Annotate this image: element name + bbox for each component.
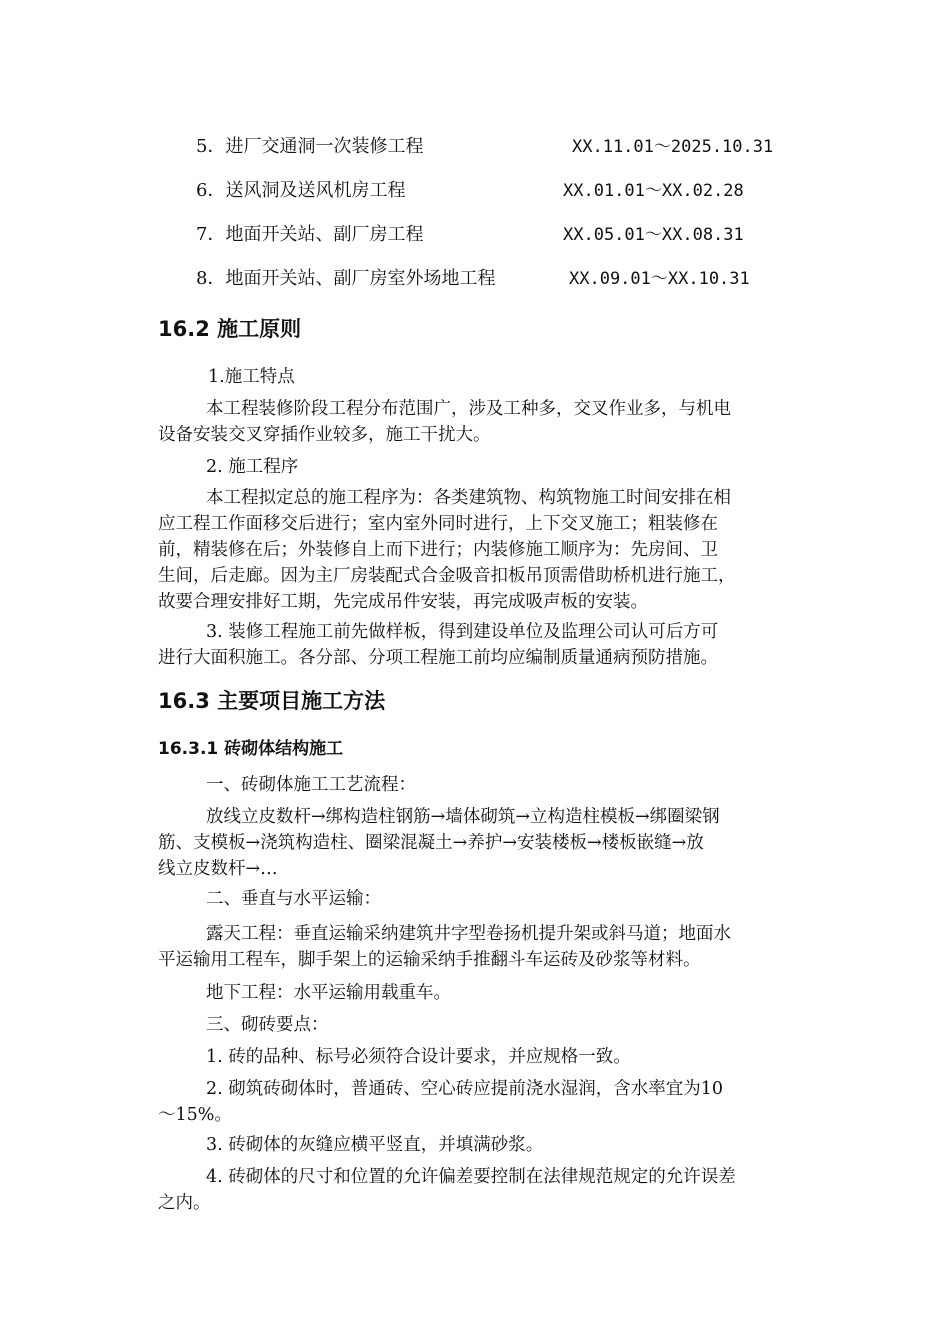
subsection-heading: 16.3.1 砖砌体结构施工 — [158, 739, 344, 759]
schedule-range: XX.11.01～2025.10.31 — [572, 137, 774, 157]
paragraph-title: 一、砖砌体施工工艺流程： — [206, 775, 416, 795]
list-item: 4. 砖砌体的尺寸和位置的允许偏差要控制在法律规范规定的允许误差 之内。 — [158, 1167, 736, 1213]
schedule-range: XX.09.01～XX.10.31 — [569, 269, 750, 289]
paragraph: 本工程拟定总的施工程序为：各类建筑物、构筑物施工时间安排在相 应工程工作面移交后进行；室内室外同时进行，上下交叉施工；粗装修在 前，精装修在后；外装修自上而下进行；内装修施工顺序为：先房间、卫 生间，后走廊。因为主厂房装配式合金吸音扣板吊顶需借助桥机进行施工， 故要合理安排好工期，先完成吊件安装，再完成吸声板的安装。 — [158, 488, 736, 612]
list-item: 2. 砌筑砖砌体时，普通砖、空心砖应提前浇水湿润，含水率宜为10 ～15%。 — [158, 1079, 724, 1125]
list-item: 3. 砖砌体的灰缝应横平竖直，并填满砂浆。 — [206, 1135, 544, 1155]
paragraph: 露天工程：垂直运输采纳建筑井字型卷扬机提升架或斜马道；地面水 平运输用工程车，脚手架上的运输采纳手推翻斗车运砖及砂浆等材料。 — [158, 924, 731, 970]
schedule-label: 5．进厂交通洞一次装修工程 — [196, 136, 424, 157]
paragraph-title: 1.施工特点 — [208, 367, 295, 387]
paragraph-title: 二、垂直与水平运输： — [206, 889, 381, 909]
schedule-label: 7．地面开关站、副厂房工程 — [196, 224, 424, 245]
paragraph: 3. 装修工程施工前先做样板，得到建设单位及监理公司认可后方可 进行大面积施工。各分部、分项工程施工前均应编制质量通病预防措施。 — [158, 622, 719, 668]
paragraph: 放线立皮数杆→绑构造柱钢筋→墙体砌筑→立构造柱模板→绑圈梁钢 筋、支模板→浇筑构造柱、圈梁混凝土→养护→安装楼板→楼板嵌缝→放 线立皮数杆→… — [158, 807, 720, 879]
schedule-row — [0, 132, 950, 162]
schedule-row — [0, 176, 950, 206]
schedule-label: 8．地面开关站、副厂房室外场地工程 — [196, 268, 496, 289]
paragraph: 地下工程：水平运输用载重车。 — [206, 983, 451, 1003]
section-heading: 16.3 主要项目施工方法 — [158, 689, 386, 713]
schedule-row — [0, 264, 950, 294]
paragraph: 本工程装修阶段工程分布范围广，涉及工种多，交叉作业多，与机电 设备安装交叉穿插作业较多，施工干扰大。 — [158, 399, 731, 445]
schedule-label: 6．送风洞及送风机房工程 — [196, 180, 406, 201]
paragraph-title: 三、砌砖要点： — [206, 1015, 329, 1035]
paragraph-title: 2. 施工程序 — [206, 457, 299, 477]
section-heading: 16.2 施工原则 — [158, 317, 302, 341]
list-item: 1. 砖的品种、标号必须符合设计要求，并应规格一致。 — [206, 1047, 631, 1067]
schedule-range: XX.05.01～XX.08.31 — [563, 225, 744, 245]
schedule-range: XX.01.01～XX.02.28 — [563, 181, 744, 201]
schedule-row — [0, 220, 950, 250]
